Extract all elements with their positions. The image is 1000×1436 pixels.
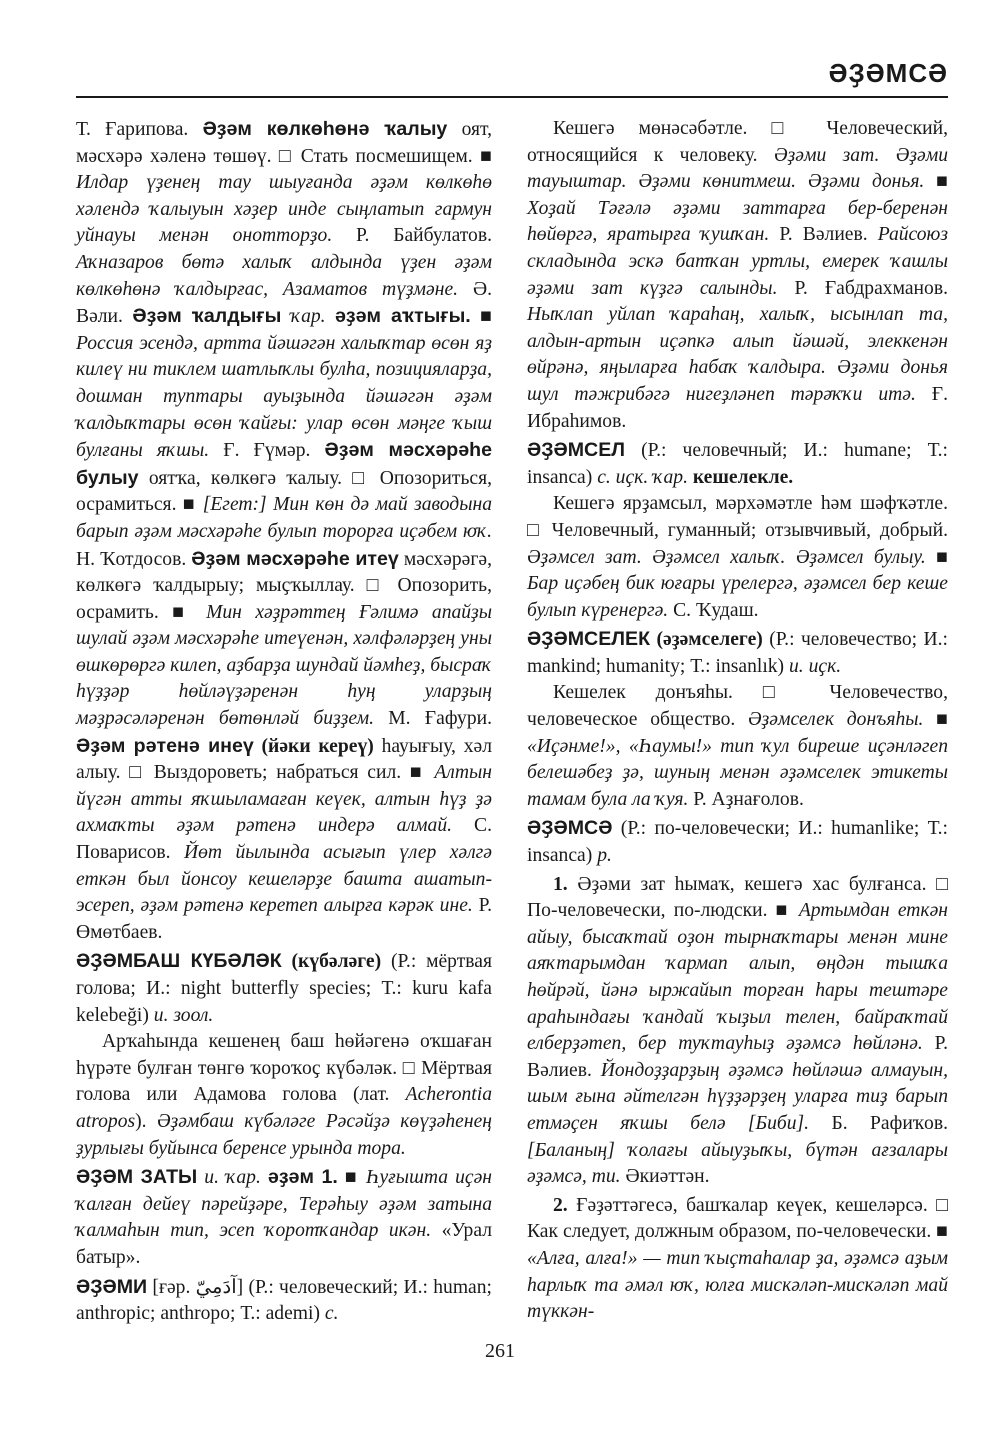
phrase-headword: Әҙәм ҡалдығы — [132, 305, 282, 328]
running-header — [76, 56, 948, 98]
sense-number: 1. — [553, 873, 568, 895]
example: Россия эсендә, артта йәшәгән халыҡтар өсөн яҙ килеү ни тиклем шатлыҡлы булһа, позицияларҙа, дошман туптары ауыҙында йәшәгән әҙәм ҡалдыҡтары өсөн ҡайғы: улар өсөн мәңге ҡыш булғаны яҡшы. — [76, 332, 492, 462]
example: [Егет:] Мин көн дә май заводына барып әҙәм мәсхәрәһе булып торорға иҫәбем юҡ. — [76, 494, 492, 542]
left-column — [76, 116, 492, 1328]
example: Алтын йүгән атты яҡшыламаған кеүек, алтын һүҙ ҙә ахмаҡты әҙәм рәтенә индерә алмай. — [76, 762, 492, 837]
entry-head-edemsel: ӘҘӘМСЕЛ (Р.: человечный; И.: humane; Т.: insanca) с. иҫк. ҡар. кешелекле. — [527, 439, 948, 488]
phrase-headword: Әҙәм мәсхәрәһе итеү — [191, 547, 399, 570]
phrase-headword: Әҙәм көлкөһөнә ҡалыу — [202, 118, 448, 140]
example: Әҙәмбаш күбәләге Рәсәйҙә көүҙәһенең ҙурлығы буйынса беренсе урында тора. — [76, 1110, 492, 1159]
sense-number: 2. — [553, 1194, 568, 1216]
example: Әҙәми зат. Әҙәми тауыштар. Әҙәми көнитмеш. Әҙәми донья. — [527, 144, 949, 193]
example: Мин хәҙрәттең Ғәлимә апайҙы шулай әҙәм мәсхәрәһе итеүенән, хәлфәләрҙең уны өшкөрөргә килеп, аҙбарҙа шундай йәмһеҙ, бысраҡ һүҙҙәр һөйләүҙәренән һуң уларҙың мәҙрәсәләренән бөтөнләй биҙҙем. — [76, 601, 492, 730]
entry-head-edemselek: ӘҘӘМСЕЛЕК (әҙәмселеге) (Р.: человечество; И.: mankind; humanity; Т.: insanlık) и. иҫк. — [527, 628, 948, 677]
entry-head-edemse: ӘҘӘМСӘ (Р.: по-человечески; И.: humanlike; Т.: insanca) р. — [527, 817, 948, 867]
example: «Алға, алға!» — тип ҡыҫтаһалар ҙа, әҙәмсә аҙым һарлыҡ та әмәл юҡ, юлға мискәләп-мискәләп май түккән- — [527, 1247, 948, 1323]
entry-head-edemi: ӘҘӘМИ [ғәр. آدَمِيّ] (Р.: человеческий; И.: human; anthropic; anthropo; Т.: ademi) с. — [76, 1275, 492, 1325]
entry-definition: Арҡаһында кешенең баш һөйәгенә оҡшаған һүрәте булған төнгө ҡороҡоҫ күбәләк. □ Мёртвая голова или Адамова голова (лат. Acherontia atropos). Әҙәмбаш күбәләге Рәсәйҙә көүҙәһенең ҙурлығы буйынса беренсе урында тора. — [76, 1031, 492, 1159]
sense-2: 2. Ғәҙәттәгесә, башҡалар кеүек, кешеләрсә. □ Как следует, должным образом, по-человечески. ■ «Алға, алға!» — тип ҡыҫтаһалар ҙа, әҙәмсә аҙым һарлыҡ та әмәл юҡ, юлға мискәләп-мискәләп май түккән- — [527, 1194, 948, 1323]
example: Хоҙай Тәғәлә әҙәми заттарға бер-беренән һөйөргә, яратырға ҡушҡан. — [527, 197, 948, 246]
entry-definition: Кешегә ярҙамсыл, мәрхәмәтле һәм шәфҡәтле. □ Человечный, гуманный; отзывчивый, добрый. Әҙәмсел зат. Әҙәмсел халыҡ. Әҙәмсел булыу. ■ Бар иҫәбең бик юғары үрелергә, әҙәмсел бер кеше булып күренергә. С. Ҡудаш. — [527, 493, 949, 621]
example: Бар иҫәбең бик юғары үрелергә, әҙәмсел бер кеше булып күренергә. — [527, 573, 948, 621]
entry-continuation: Т. Ғарипова. Әҙәм көлкөһөнә ҡалыу оят, мәсхәрә хәленә төшөү. □ Стать посмешищем. ■ Илдар үҙенең тау шыуғанда әҙәм көлкөһө хәлендә ҡалыуын хәҙер инде сыңлатып гармун уйнауы менән онотторҙо. Р. Байбулатов. Аҡназаров бөтә халыҡ алдында үҙен әҙәм көлкөһөнә ҡалдырғас, Азаматов түҙмәне. Ә. Вәли. Әҙәм ҡалдығы ҡар. әҙәм аҡтығы. ■ Россия эсендә, артта йәшәгән халыҡтар өсөн яҙ килеү ни тиклем шатлыҡлы булһа, позицияларҙа, дошман туптары ауыҙында йәшәгән әҙәм ҡалдыҡтары өсөн ҡайғы: улар өсөн мәңге ҡыш булғаны яҡшы. Ғ. Ғүмәр. Әҙәм мәсхәрәһе булыу оятҡа, көлкөгә ҡалыу. □ Опозориться, осрамиться. ■ [Егет:] Мин көн дә май заводына барып әҙәм мәсхәрәһе булып торорға иҫәбем юҡ. Н. Ҡотдосов. Әҙәм мәсхәрәһе итеү мәсхәрәгә, көлкөгә ҡалдырыу; мыҫҡыллау. □ Опозорить, осрамить. ■ Мин хәҙрәттең Ғәлимә апайҙы шулай әҙәм мәсхәрәһе итеүенән, хәлфәләрҙең уны өшкөрөргә килеп, аҙбарҙа шундай йәмһеҙ, бысраҡ һүҙҙәр һөйләүҙәренән һуң уларҙың мәҙрәсәләренән бөтөнләй биҙҙем. М. Ғафури. Әҙәм рәтенә инеү (йәки кереү) һауығыу, хәл алыу. □ Выздороветь; набраться сил. ■ Алтын йүгән атты яҡшыламаған кеүек, алтын һүҙ ҙә ахмаҡты әҙәм рәтенә индерә алмай. С. Поварисов. Йөт йылында асығып үлер хәлгә еткән был йонсоу кешеләрҙе башта ашатып-эсереп, әҙәм рәтенә керетеп алырға кәрәк ине. Р. Өмөтбаев. — [76, 118, 493, 943]
headword: ӘҘӘМБАШ КҮБӘЛӘК — [76, 950, 282, 973]
cross-reference: әҙәм 1. — [267, 1166, 338, 1189]
right-column — [527, 116, 948, 1326]
example: Һуғышта иҫән ҡалған дейеү пәрейҙәре, Терәһыу әҙәм затына ҡалмаһын тип, эсеп ҡоротҡандар икән. — [76, 1167, 493, 1242]
running-head-word: ӘҘӘМСӘ — [828, 58, 948, 88]
headword: ӘҘӘМИ — [76, 1275, 148, 1298]
entry-head-edembash-kubelek: ӘҘӘМБАШ КҮБӘЛӘК (күбәләге) (Р.: мёртвая голова; И.: night butterfly species; Т.: kuru kafa kelebeği) и. зоол. — [76, 950, 492, 1026]
headword: ӘҘӘМ ЗАТЫ — [76, 1166, 198, 1189]
arabic-etymon: آدَمِيّ — [195, 1276, 237, 1298]
headword: ӘҘӘМСӘ — [527, 817, 613, 840]
example: Йөт йылында асығып үлер хәлгә еткән был йонсоу кешеләрҙе башта ашатып-эсереп, әҙәм рәтенә керетеп алырға кәрәк ине. — [76, 842, 492, 917]
headword: ӘҘӘМСЕЛ — [527, 439, 626, 462]
example: «Иҫәнме!», «Һаумы!» тип ҡул биреше иҫәнләгеп белешәбеҙ ҙә, шуның менән әҙәмселек этикеты тамам була ла ҡуя. — [527, 735, 948, 810]
cross-reference: кешелекле. — [692, 466, 794, 488]
cross-reference: әҙәм аҡтығы. — [334, 305, 471, 328]
entry-definition: Кешегә мөнәсәбәтле. □ Человеческий, относящийся к человеку. Әҙәми зат. Әҙәми тауыштар. Әҙәми көнитмеш. Әҙәми донья. ■ Хоҙай Тәғәлә әҙәми заттарға бер-беренән һөйөргә, яратырға ҡушҡан. Р. Вәлиев. Райсоюз складында эскә батҡан уртлы, емерек ҡашлы әҙәми зат күҙгә салынды. Р. Ғабдрахманов. Ныҡлап уйлап ҡараһаң, халыҡ, ысынлап та, алдын-артын иҫәпкә алып йәшәй, элеккенән өйрәнә, яңыларға һабаҡ ҡалдыра. Әҙәми донья шул тәжрибәгә нигеҙләнеп тәрәҡҡи итә. Ғ. Ибраһимов. — [527, 118, 949, 432]
example: [Баланың] ҡолағы айыуҙыҡы, бүтән ағзалары әҙәмсә, ти. — [527, 1139, 948, 1188]
example: Йондоҙҙарҙың әҙәмсә һөйләшә алмауын, шым ғына әйтелгән һүҙҙәрҙең уларға тиҙ барып етмәҫен яҡшы белә [Биби]. — [527, 1059, 948, 1134]
entry-edem-zaty: ӘҘӘМ ЗАТЫ и. ҡар. әҙәм 1. ■ Һуғышта иҫән ҡалған дейеү пәрейҙәре, Терәһыу әҙәм затына ҡалмаһын тип, эсеп ҡоротҡандар икән. «Урал батыр». — [76, 1166, 493, 1268]
example: Илдар үҙенең тау шыуғанда әҙәм көлкөһө хәлендә ҡалыуын хәҙер инде сыңлатып гармун уйнауы менән онотторҙо. — [76, 172, 492, 247]
phrase-headword: Әҙәм мәсхәрәһе булыу — [76, 439, 493, 489]
sense-1: 1. Әҙәми зат һымаҡ, кешегә хас булғанса. □ По-человечески, по-людски. ■ Артымдан еткән айыу, бысаҡтай оҙон тырнаҡтары менән мине аяҡтарымдан ҡармап алып, өңдән тышҡа һөйрәй, йәнә ыржайып торған һары тештәре араһындағы ҡандай ҡыҙыл телен, байраҡтай елберҙәтеп, бер туҡтауһыҙ әҙәмсә һөйләнә. Р. Вәлиев. Йондоҙҙарҙың әҙәмсә һөйләшә алмауын, шым ғына әйтелгән һүҙҙәрҙең уларға тиҙ барып етмәҫен яҡшы белә [Биби]. Б. Рафиҡов. [Баланың] ҡолағы айыуҙыҡы, бүтән ағзалары әҙәмсә, ти. Әкиәттән. — [527, 873, 948, 1188]
example: Аҡназаров бөтә халыҡ алдында үҙен әҙәм көлкөһөнә ҡалдырғас, Азаматов түҙмәне. — [76, 251, 492, 300]
example: Әҙәмселек донъяһы. — [748, 709, 924, 731]
phrase-headword: Әҙәм рәтенә инеү — [76, 734, 254, 757]
entry-definition: Кешелек донъяһы. □ Человечество, человеческое общество. Әҙәмселек донъяһы. ■ «Иҫәнме!», «Һаумы!» тип ҡул биреше иҫәнләгеп белешәбеҙ ҙә, шуның менән әҙәмселек этикеты тамам була ла ҡуя. Р. Аҙнағолов. — [527, 682, 948, 810]
example: Райсоюз складында эскә батҡан уртлы, емерек ҡашлы әҙәми зат күҙгә салынды. — [527, 224, 949, 299]
example: Әҙәмсел зат. Әҙәмсел халыҡ. Әҙәмсел булыу. — [527, 546, 926, 568]
headword: ӘҘӘМСЕЛЕК — [527, 628, 651, 651]
example: Артымдан еткән айыу, бысаҡтай оҙон тырнаҡтары менән мине аяҡтарымдан ҡармап алып, өңдән тышҡа һөйрәй, йәнә ыржайып торған һары тештәре араһындағы ҡандай ҡыҙыл телен, байраҡтай елберҙәтеп, бер туҡтауһыҙ әҙәмсә һөйләнә. — [527, 900, 948, 1055]
page-number: 261 — [485, 1340, 515, 1362]
example: Ныҡлап уйлап ҡараһаң, халыҡ, ысынлап та, алдын-артын иҫәпкә алып йәшәй, элеккенән өйрәнә, яңыларға һабаҡ ҡалдыра. Әҙәми донья шул тәжрибәгә нигеҙләнеп тәрәҡҡи итә. — [527, 304, 948, 405]
